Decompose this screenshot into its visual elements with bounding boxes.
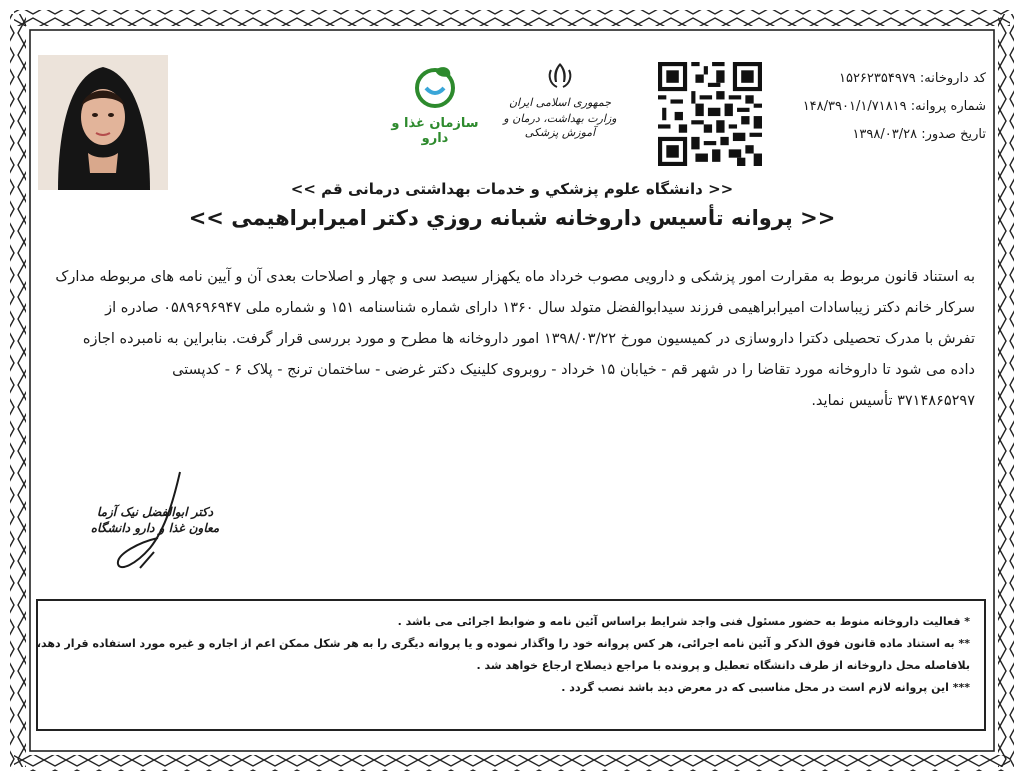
license-meta xyxy=(766,68,986,152)
fda-logo xyxy=(380,62,490,152)
note-line: *** این پروانه لازم است در محل مناسبی که در معرض دید باشد نصب گردد . xyxy=(561,681,970,694)
pharmacy-code: کد داروخانه: ۱۵۲۶۲۳۵۴۹۷۹ xyxy=(838,71,986,86)
ministry-line1: جمهوری اسلامی ایران xyxy=(508,96,612,109)
fda-name: سازمان غذا و دارو xyxy=(391,116,479,146)
body-line: داده می شود تا داروخانه مورد تقاضا را در شهر قم - خیابان ۱۵ خرداد - روبروی کلینیک دکتر غرضی - ساختمان ترنج - پلاک ۶ - کدپستی xyxy=(172,362,975,378)
note-line: بلافاصله محل داروخانه از طرف دانشگاه تعطیل و پرونده با مراجع ذیصلاح ارجاع خواهد شد . xyxy=(476,659,970,672)
signatory-name: دکتر ابوالفضل نیک آزما xyxy=(96,505,214,519)
body-line: تفرش با مدرک تحصیلی دکترا داروسازی در کمیسیون مورخ ۱۳۹۸/۰۳/۲۲ امور داروخانه ها مطرح و مورد بررسی قرار گرفت. بنابراین به نامبرده اجازه xyxy=(82,331,975,347)
body-line: ۳۷۱۴۸۶۵۲۹۷ تأسیس نماید. xyxy=(811,393,975,409)
license-body xyxy=(55,262,975,417)
note-line: ** به استناد ماده قانون فوق الذکر و آئین نامه اجرائی، هر کس پروانه خود را واگذار نموده و یا پروانه دیگری را به هر شکل ممکن اعم از اجاره و غیره مورد استفاده قرار دهد، xyxy=(36,637,970,650)
note-line: * فعالیت داروخانه منوط به حضور مسئول فنی واجد شرایط براساس آئین نامه و ضوابط اجرائی می باشد . xyxy=(397,615,970,628)
license-title: << پروانه تأسيس داروخانه شبانه روزي دكتر اميرابراهيمی >> xyxy=(188,206,836,230)
qr-code xyxy=(658,62,762,166)
notes-box xyxy=(36,599,986,731)
university-name: << دانشگاه علوم پزشكي و خدمات بهداشتی درمانی قم >> xyxy=(290,180,734,198)
license-number: شماره پروانه: ۱۴۸/۳۹۰۱/۱/۷۱۸۱۹ xyxy=(802,99,986,114)
fda-leaf-icon xyxy=(410,62,460,110)
ministry-line2: وزارت بهداشت، درمان و آموزش پزشکی xyxy=(503,112,617,139)
body-line: سرکار خانم دکتر زیباسادات امیرابراهیمی فرزند سیدابوالفضل متولد سال ۱۳۶۰ دارای شماره شناسنامه ۱۵۱ و شماره ملی ۰۵۸۹۶۹۶۹۴۷ صادره از xyxy=(105,300,975,316)
signatory-role: معاون غذا و دارو دانشگاه xyxy=(90,521,220,535)
body-line: به استناد قانون مربوط به مقرارت امور پزشکی و دارویی مصوب خرداد ماه یکهزار سیصد سی و چهار و اصلاحات بعدی آن و آیین نامه های مربوطه مدارک xyxy=(55,269,975,285)
iran-emblem-icon xyxy=(545,60,575,90)
signature-block xyxy=(70,468,240,588)
issue-date: تاریخ صدور: ۱۳۹۸/۰۳/۲۸ xyxy=(852,127,986,142)
ministry-emblem xyxy=(485,60,635,160)
applicant-photo xyxy=(38,55,168,190)
